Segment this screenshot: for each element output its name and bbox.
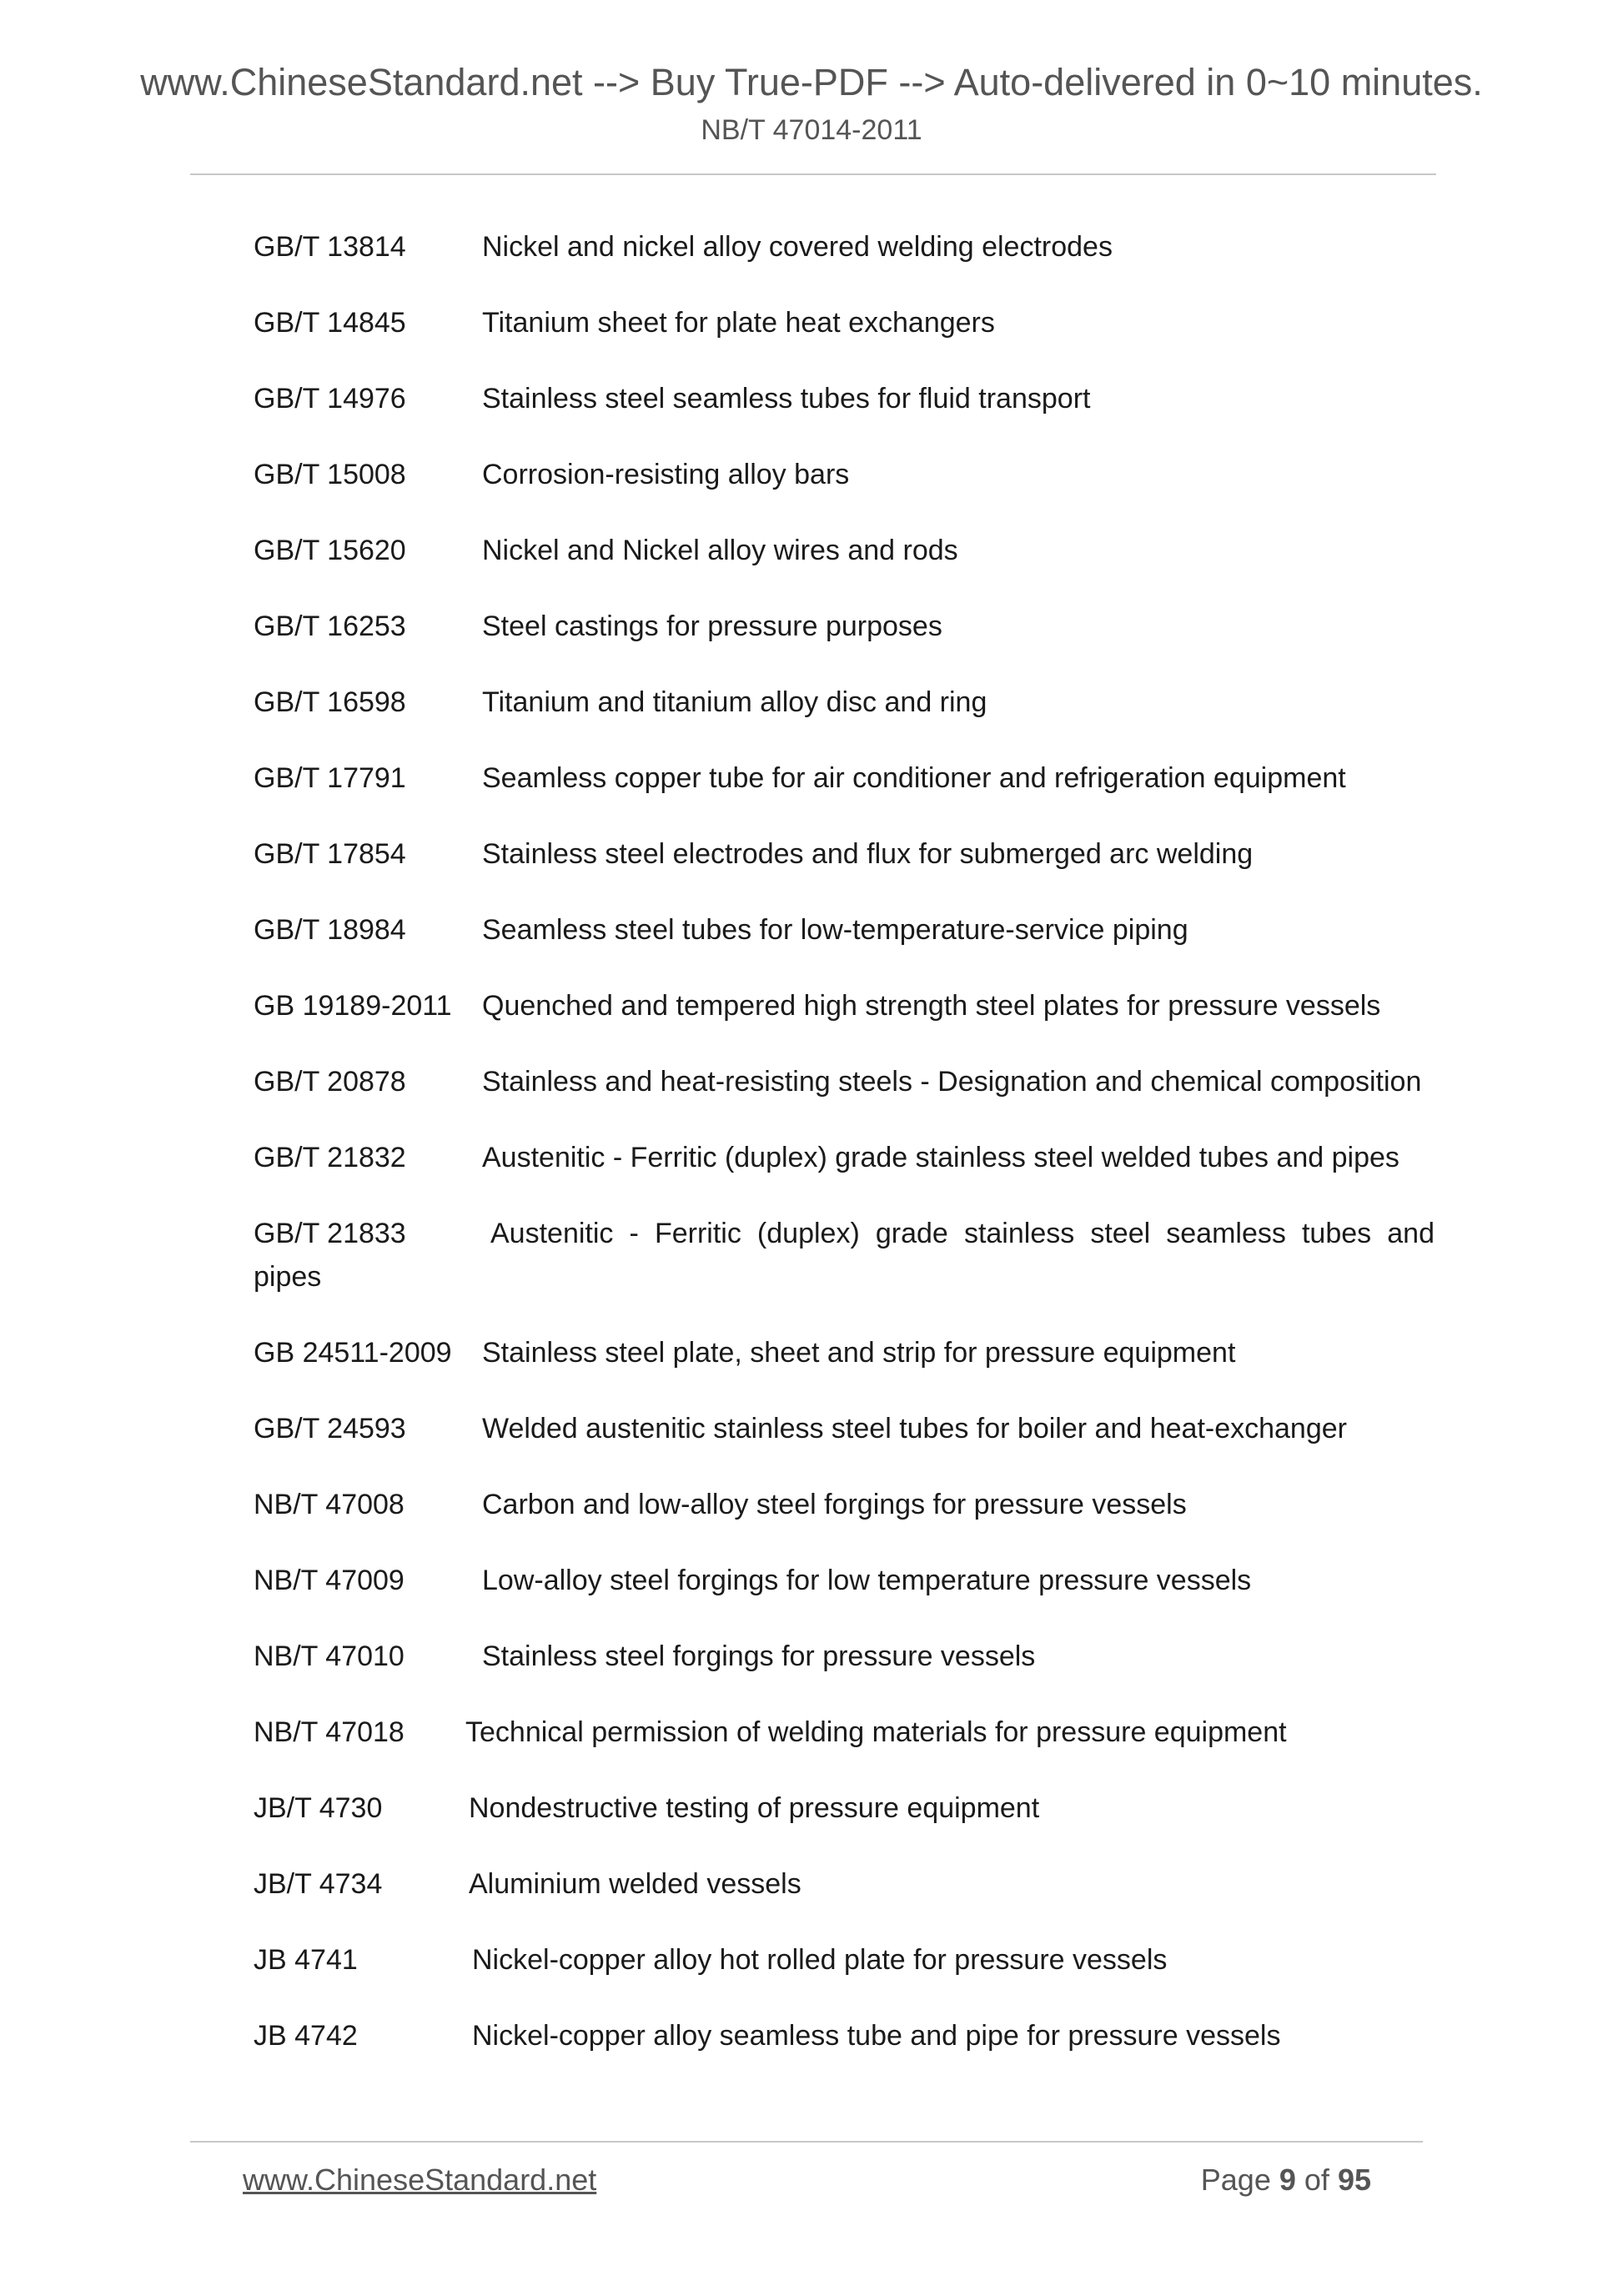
header-banner: www.ChineseStandard.net --> Buy True-PDF --> Auto-delivered in 0~10 minutes. (140, 61, 1483, 103)
list-item (254, 1331, 1435, 1374)
standard-code: NB/T 47010 (254, 1640, 404, 1672)
standard-title: Quenched and tempered high strength steel plates for pressure vessels (482, 990, 1381, 1022)
standard-title: Aluminium welded vessels (469, 1868, 801, 1900)
standard-code: JB/T 4734 (254, 1868, 383, 1900)
list-item (254, 1060, 1435, 1103)
standard-code: JB 4742 (254, 2020, 358, 2052)
standard-title: Austenitic - Ferritic (duplex) grade stainless steel welded tubes and pipes (482, 1142, 1399, 1173)
page-total: 95 (1337, 2163, 1371, 2197)
standard-code: GB/T 17854 (254, 838, 406, 870)
list-item (254, 908, 1435, 952)
standard-title: Titanium and titanium alloy disc and ring (482, 686, 987, 718)
standard-code: GB/T 13814 (254, 231, 406, 263)
list-item (254, 1212, 1435, 1299)
normative-reference-list (254, 225, 1435, 2090)
standard-title: Titanium sheet for plate heat exchangers (482, 307, 995, 339)
standard-title: Welded austenitic stainless steel tubes for boiler and heat-exchanger (482, 1413, 1347, 1444)
standard-title: Technical permission of welding materials for pressure equipment (465, 1716, 1287, 1748)
page-header (0, 60, 1623, 148)
list-item (254, 1483, 1435, 1526)
standard-title: Corrosion-resisting alloy bars (482, 459, 850, 490)
standard-title: Steel castings for pressure purposes (482, 610, 942, 642)
list-item (254, 1407, 1435, 1450)
standard-title: Stainless steel seamless tubes for fluid transport (482, 383, 1091, 414)
standard-title: Stainless steel plate, sheet and strip for pressure equipment (482, 1337, 1236, 1369)
page-current: 9 (1279, 2163, 1296, 2197)
list-item (254, 453, 1435, 496)
standard-code: NB/T 47008 (254, 1489, 404, 1520)
list-item (254, 301, 1435, 344)
standard-code: NB/T 47018 (254, 1716, 404, 1748)
site-link[interactable]: www.ChineseStandard.net (243, 2163, 597, 2197)
list-item (254, 1862, 1435, 1906)
standard-code: GB 19189-2011 (254, 990, 452, 1022)
standard-code: GB 24511-2009 (254, 1337, 452, 1369)
page-prefix: Page (1200, 2163, 1271, 2197)
header-divider (190, 173, 1436, 175)
standard-code: GB/T 16253 (254, 610, 406, 642)
list-item (254, 984, 1435, 1027)
standard-title: Stainless and heat-resisting steels - Designation and chemical composition (482, 1066, 1422, 1098)
standard-code: GB/T 14845 (254, 307, 406, 339)
list-item (254, 2014, 1435, 2057)
standard-title: Stainless steel forgings for pressure vessels (482, 1640, 1036, 1672)
list-item (254, 681, 1435, 724)
standard-code: JB/T 4730 (254, 1792, 383, 1824)
standard-title: Austenitic - Ferritic (duplex) grade stainless steel seamless tubes and pipes (254, 1218, 1435, 1293)
page-number (1201, 2163, 1371, 2198)
standard-code: GB/T 14976 (254, 383, 406, 414)
page-of: of (1304, 2163, 1329, 2197)
footer-divider (190, 2141, 1423, 2143)
document-id: NB/T 47014-2011 (701, 114, 922, 146)
standard-title: Nickel and Nickel alloy wires and rods (482, 535, 958, 566)
standard-title: Seamless copper tube for air conditioner and refrigeration equipment (482, 762, 1346, 794)
standard-title: Stainless steel electrodes and flux for submerged arc welding (482, 838, 1254, 870)
standard-code: GB/T 18984 (254, 914, 406, 946)
list-item (254, 1711, 1435, 1754)
standard-code: GB/T 24593 (254, 1413, 406, 1444)
standard-code: GB/T 16598 (254, 686, 406, 718)
standard-code: JB 4741 (254, 1944, 358, 1976)
list-item (254, 529, 1435, 572)
standard-title: Nondestructive testing of pressure equipment (469, 1792, 1040, 1824)
standard-code: GB/T 15008 (254, 459, 406, 490)
standard-code: GB/T 20878 (254, 1066, 406, 1098)
list-item (254, 1635, 1435, 1678)
list-item (254, 1938, 1435, 1982)
list-item (254, 1136, 1435, 1179)
list-item (254, 756, 1435, 800)
list-item (254, 377, 1435, 420)
list-item (254, 1559, 1435, 1602)
standard-title: Nickel and nickel alloy covered welding electrodes (482, 231, 1113, 263)
standard-title: Nickel-copper alloy seamless tube and pipe for pressure vessels (472, 2020, 1281, 2052)
standard-title: Seamless steel tubes for low-temperature-service piping (482, 914, 1188, 946)
list-item (254, 1786, 1435, 1830)
standard-title: Carbon and low-alloy steel forgings for pressure vessels (482, 1489, 1187, 1520)
list-item (254, 225, 1435, 269)
standard-code: GB/T 15620 (254, 535, 406, 566)
standard-code: GB/T 17791 (254, 762, 406, 794)
standard-code: NB/T 47009 (254, 1565, 404, 1596)
standard-code: GB/T 21833 (254, 1218, 406, 1249)
standard-title: Low-alloy steel forgings for low temperature pressure vessels (482, 1565, 1252, 1596)
list-item (254, 605, 1435, 648)
standard-code: GB/T 21832 (254, 1142, 406, 1173)
list-item (254, 832, 1435, 876)
standard-title: Nickel-copper alloy hot rolled plate for pressure vessels (472, 1944, 1168, 1976)
